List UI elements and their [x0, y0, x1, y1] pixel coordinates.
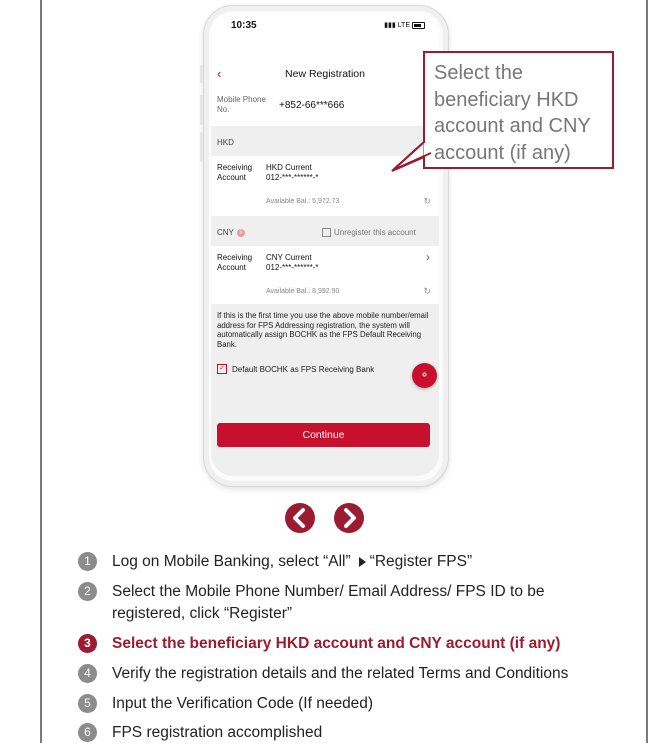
step-2 — [78, 581, 545, 625]
hkd-section-label: HKD — [217, 138, 234, 147]
signal-icon: ▮▮▮ — [384, 22, 396, 29]
step-text: Verify the registration details and the related Terms and Conditions — [112, 665, 569, 682]
step-text — [112, 551, 472, 573]
step-5 — [78, 693, 373, 715]
step-text: FPS registration accomplished — [112, 724, 323, 741]
hkd-account-number: 012-***-******-* — [266, 173, 319, 182]
step-4 — [78, 663, 568, 685]
step-number: 4 — [78, 664, 97, 683]
step-text — [112, 581, 545, 625]
back-chevron-icon[interactable]: ‹ — [217, 66, 222, 81]
unregister-label: Unregister this account — [334, 228, 416, 237]
chat-assistant-icon[interactable]: ⚬ — [412, 363, 437, 388]
fps-note: If this is the first time you use the above mobile number/email address for FPS Addressing registration, the system will automatically assign BOCHK as the FPS Default Receiving Bank. — [217, 311, 429, 349]
callout-text: Select the beneficiary HKD account and CNY account (if any) — [434, 62, 591, 164]
cny-account-number: 012-***-******-* — [266, 263, 319, 272]
step-text: Select the beneficiary HKD account and CNY account (if any) — [112, 635, 561, 652]
step-number: 1 — [78, 552, 97, 571]
step-2-line-1: Select the Mobile Phone Number/ Email Address/ FPS ID to be — [112, 583, 545, 600]
step-number: 6 — [78, 723, 97, 742]
info-icon[interactable]: i — [237, 229, 245, 237]
arrow-right-icon — [359, 557, 366, 567]
mobile-phone-label-1: Mobile Phone — [217, 95, 266, 104]
cny-section-text: CNY — [217, 228, 234, 237]
refresh-icon[interactable]: ↻ — [423, 196, 431, 206]
continue-button[interactable]: Continue — [217, 423, 430, 447]
step-2-line-2: registered, click “Register” — [112, 605, 293, 622]
next-button[interactable] — [334, 503, 364, 533]
cny-receiving-label-1: Receiving — [217, 253, 253, 262]
network-label: LTE — [397, 21, 410, 29]
chevron-right-icon — [334, 503, 364, 533]
cny-receiving-label-2: Account — [217, 263, 246, 272]
chevron-right-icon[interactable]: › — [426, 250, 430, 264]
step-text: Input the Verification Code (If needed) — [112, 695, 374, 712]
step-1-text-after: “Register FPS” — [369, 553, 473, 570]
hkd-receiving-label-1: Receiving — [217, 163, 253, 172]
default-bank-label: Default BOCHK as FPS Receiving Bank — [232, 364, 375, 374]
step-3 — [78, 633, 560, 655]
hkd-receiving-label-2: Account — [217, 173, 246, 182]
step-number: 2 — [78, 582, 97, 601]
mobile-phone-label-2: No. — [217, 105, 230, 114]
status-time: 10:35 — [231, 20, 257, 31]
step-1 — [78, 551, 472, 573]
mobile-phone-value: +852-66***666 — [279, 100, 345, 111]
hkd-account-name: HKD Current — [266, 163, 312, 172]
step-1-text-before: Log on Mobile Banking, select “All” — [112, 553, 351, 570]
step-number: 3 — [78, 634, 97, 653]
page-title: New Registration — [285, 68, 365, 80]
step-number: 5 — [78, 694, 97, 713]
cny-account-name: CNY Current — [266, 253, 312, 262]
cny-available-balance: Available Bal.: 8,992.90 — [266, 288, 340, 295]
previous-button[interactable] — [285, 503, 315, 533]
checkbox-checked-icon[interactable]: ✓ — [217, 364, 227, 374]
refresh-icon[interactable]: ↻ — [423, 286, 431, 296]
chevron-left-icon — [285, 503, 315, 533]
step-6 — [78, 722, 322, 744]
hkd-available-balance: Available Bal.: 5,972.73 — [266, 198, 340, 205]
